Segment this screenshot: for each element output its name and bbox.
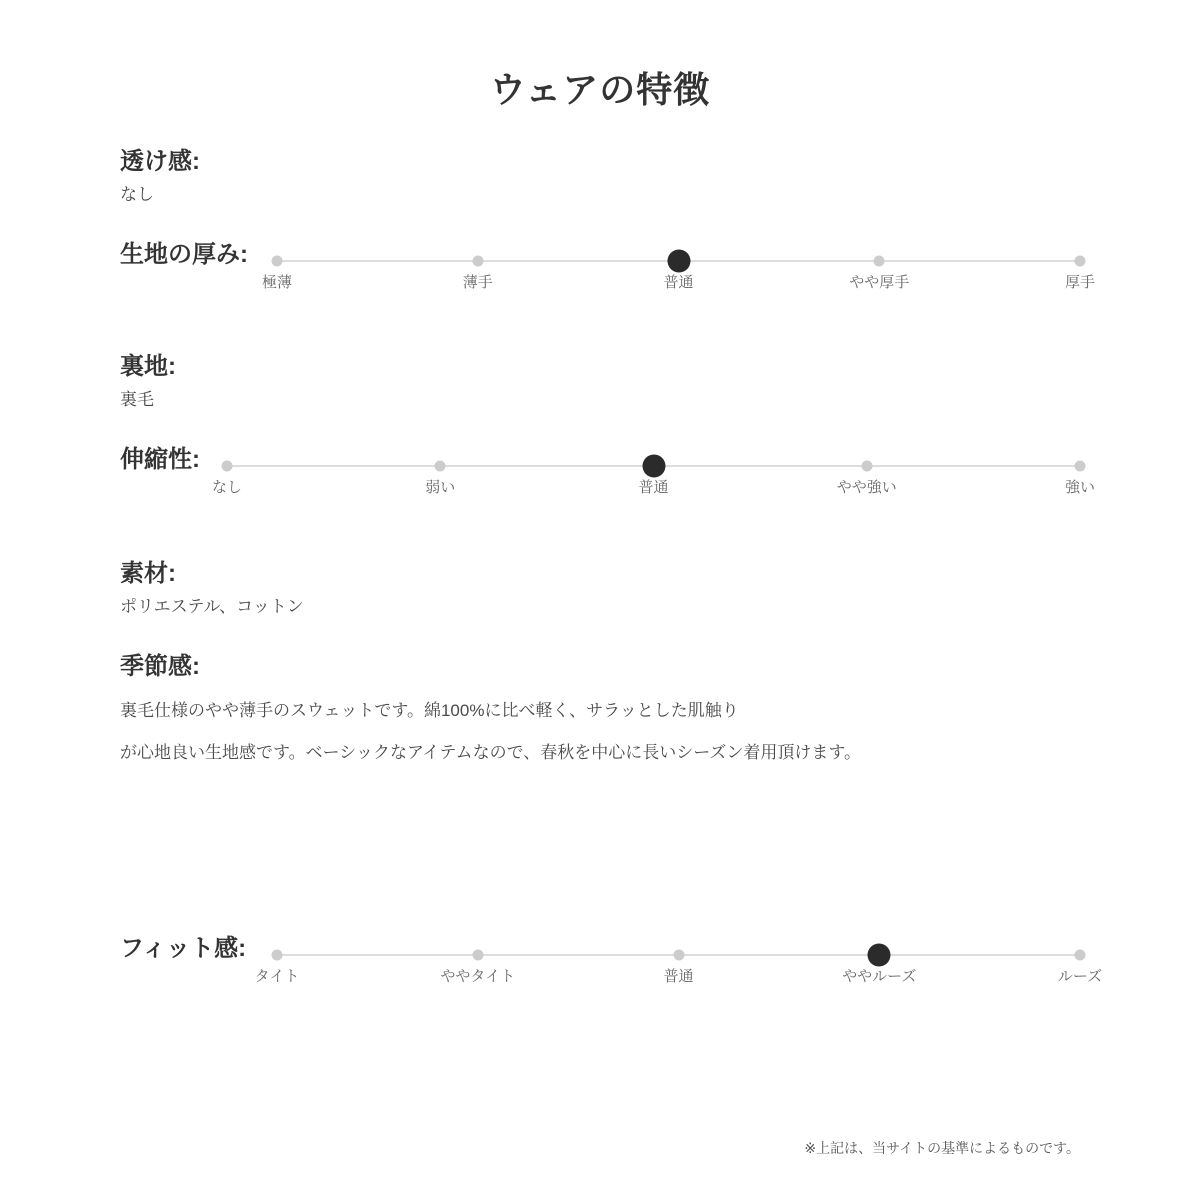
footnote: ※上記は、当サイトの基準によるものです。 [804, 1140, 1080, 1156]
tick-label: やや厚手 [849, 274, 910, 291]
slider-dot [472, 256, 483, 267]
tick-label: タイト [254, 968, 300, 985]
section-material [120, 559, 1080, 618]
tick-label: 強い [1064, 479, 1096, 496]
tick-label: ややルーズ [842, 968, 917, 985]
section-fabric-thickness [120, 240, 1096, 306]
slider-dot [435, 461, 446, 472]
tick-label: 厚手 [1064, 274, 1096, 291]
tick-label: 普通 [663, 274, 694, 291]
tick-label: やや強い [836, 479, 897, 496]
fit-label: フィット感: [120, 935, 247, 962]
tick-label: 極薄 [261, 274, 293, 291]
section-stretch [120, 445, 1096, 511]
seasonality-paragraph [120, 690, 1080, 774]
slider-dot [667, 250, 690, 273]
fabric-thickness-slider [261, 246, 1096, 306]
fabric-thickness-label: 生地の厚み: [120, 241, 248, 268]
slider-dot [272, 950, 283, 961]
stretch-slider [211, 451, 1096, 511]
slider-dot [1075, 950, 1086, 961]
stretch-label: 伸縮性: [120, 446, 200, 473]
tick-label: 薄手 [462, 274, 493, 291]
section-sheerness [120, 147, 1080, 206]
tick-label: ルーズ [1057, 968, 1103, 985]
slider-dot [673, 950, 684, 961]
sheerness-value: なし [120, 185, 154, 204]
section-seasonality [120, 652, 1080, 774]
seasonality-line: が心地良い生地感です。ベーシックなアイテムなので、春秋を中心に長いシーズン着用頂けます。 [120, 743, 862, 762]
section-fit [120, 934, 1103, 1000]
slider-dot [642, 455, 665, 478]
page-title: ウェアの特徴 [489, 69, 711, 110]
slider-dot [1075, 256, 1086, 267]
material-label: 素材: [120, 560, 176, 587]
lining-value: 裏毛 [120, 390, 154, 409]
sheerness-label: 透け感: [120, 148, 200, 175]
material-value: ポリエステル、コットン [120, 597, 304, 616]
tick-label: 普通 [663, 968, 694, 985]
slider-dot [472, 950, 483, 961]
slider-dot [868, 944, 891, 967]
fit-slider [254, 940, 1103, 1000]
seasonality-line: 裏毛仕様のやや薄手のスウェットです。綿100%に比べ軽く、サラッとした肌触り [120, 701, 739, 720]
tick-label: 普通 [638, 479, 669, 496]
section-lining [120, 352, 1080, 411]
tick-label: 弱い [425, 479, 456, 496]
lining-label: 裏地: [120, 353, 176, 380]
slider-dot [874, 256, 885, 267]
slider-dot [222, 461, 233, 472]
tick-label: なし [211, 479, 243, 496]
seasonality-label: 季節感: [120, 653, 200, 680]
slider-dot [1075, 461, 1086, 472]
slider-dot [272, 256, 283, 267]
slider-dot [861, 461, 872, 472]
tick-label: ややタイト [440, 968, 516, 985]
